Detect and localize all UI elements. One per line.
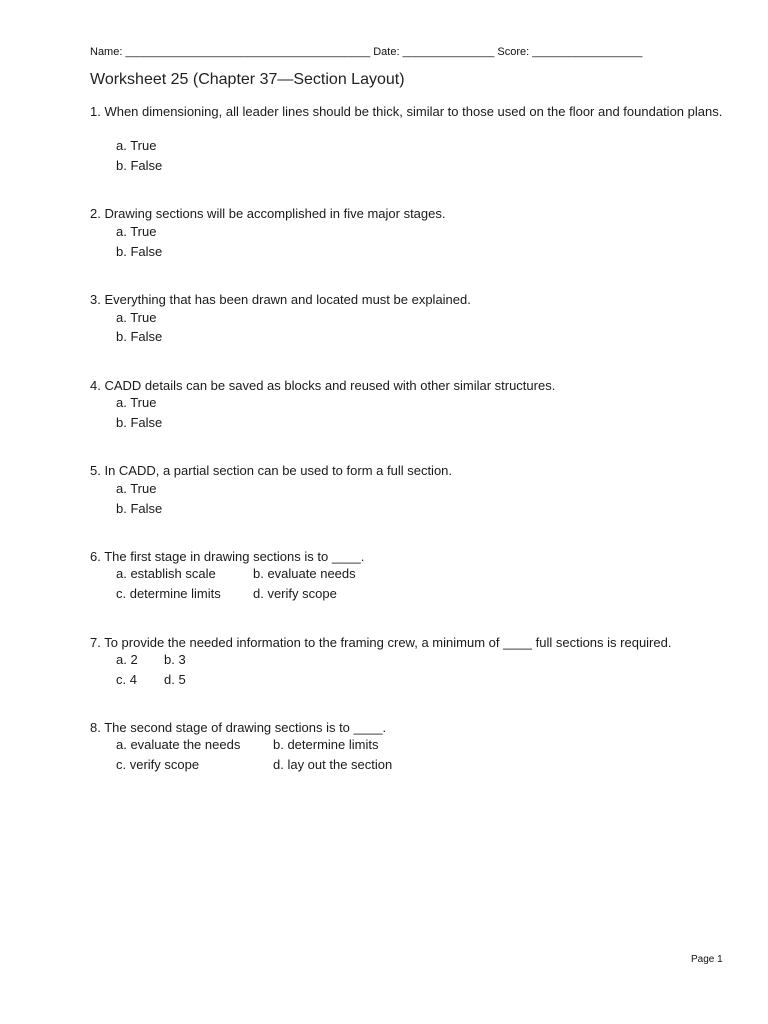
question-stem: 3. Everything that has been drawn and located must be explained. (90, 292, 471, 307)
option-b: b. False (116, 501, 163, 516)
option-a: a. True (116, 310, 157, 325)
option-b: b. False (116, 158, 163, 173)
page-number: Page 1 (691, 954, 723, 965)
option-c: c. verify scope (116, 757, 200, 772)
option-c: c. determine limits (116, 586, 221, 601)
question-stem: 5. In CADD, a partial section can be used to form a full section. (90, 463, 453, 478)
question-stem: 6. The first stage in drawing sections is to ____. (90, 549, 365, 564)
option-a: a. 2 (116, 652, 138, 667)
option-b: b. determine limits (273, 737, 379, 752)
option-a: a. True (116, 224, 157, 239)
question-3 (90, 291, 730, 308)
question-4 (90, 377, 730, 394)
question-1 (90, 103, 730, 120)
question-stem: 7. To provide the needed information to the framing crew, a minimum of ____ full sections is required. (90, 635, 672, 650)
option-a: a. True (116, 138, 157, 153)
option-d: d. 5 (164, 672, 186, 687)
worksheet-title: Worksheet 25 (Chapter 37—Section Layout) (90, 71, 405, 88)
option-a: a. True (116, 395, 157, 410)
option-b: b. evaluate needs (253, 566, 356, 581)
option-a: a. establish scale (116, 566, 216, 581)
option-c: c. 4 (116, 672, 137, 687)
option-a: a. True (116, 481, 157, 496)
question-6 (90, 548, 730, 565)
option-b: b. False (116, 329, 163, 344)
question-stem: 8. The second stage of drawing sections is to ____. (90, 720, 387, 735)
option-d: d. lay out the section (273, 757, 393, 772)
name-date-score-line: Name: ________________________________________ Date: _______________ Score: __________________ (90, 46, 643, 58)
question-8 (90, 719, 730, 736)
question-2 (90, 205, 730, 222)
option-b: b. False (116, 415, 163, 430)
question-7 (90, 634, 730, 651)
option-a: a. evaluate the needs (116, 737, 241, 752)
option-b: b. False (116, 244, 163, 259)
question-5 (90, 462, 730, 479)
question-stem: 2. Drawing sections will be accomplished in five major stages. (90, 206, 446, 221)
option-d: d. verify scope (253, 586, 337, 601)
option-b: b. 3 (164, 652, 186, 667)
question-stem: 1. When dimensioning, all leader lines should be thick, similar to those used on the floor and foundation plans. (90, 104, 723, 119)
question-stem: 4. CADD details can be saved as blocks and reused with other similar structures. (90, 378, 556, 393)
